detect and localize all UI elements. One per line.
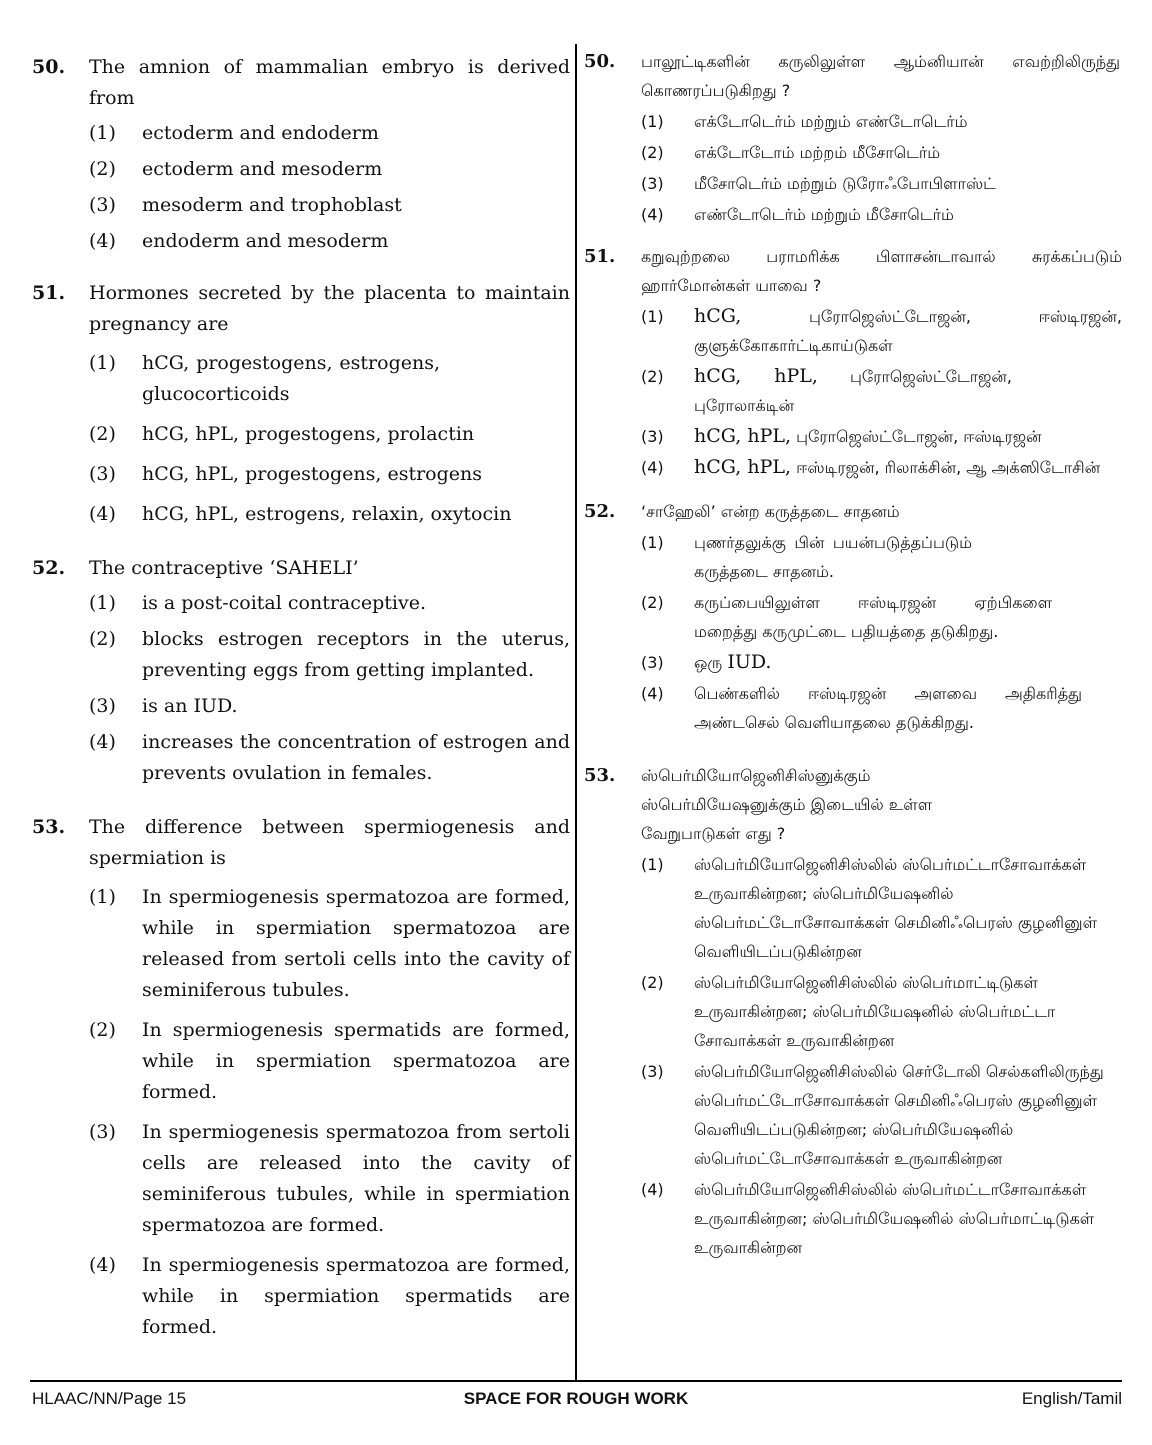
- question-53-en: [32, 812, 570, 1343]
- option-3: (3) mesoderm and trophoblast: [89, 194, 402, 216]
- option-3: (3) hCG, hPL, progestogens, estrogens: [89, 463, 483, 485]
- option-1: (1) ஸ்பெர்மியோஜெனிசிஸ்லில் ஸ்பெர்மட்டாசோவாக்கள் உருவாகின்றன; ஸ்பெர்மியேஷனில் ஸ்பெர்மட்டோசோவாக்கள் செமினிஃபெரஸ் குழனினுள் வெளியிடப்படுகின்றன: [641, 855, 1097, 961]
- question-number: 53.: [584, 765, 616, 786]
- option-3: (3) மீசோடெர்ம் மற்றும் டுரோஃபோபிளாஸ்ட்: [641, 174, 996, 193]
- option-1: (1) hCG, புரோஜெஸ்ட்டோஜன், ஈஸ்டிரஜன், குளுக்கோகார்ட்டிகாய்டுகள்: [641, 305, 1122, 355]
- option-1: (1) ectoderm and endoderm: [89, 122, 379, 144]
- question-text: Hormones secreted by the placenta to maintain pregnancy are: [89, 282, 570, 335]
- page-code: HLAAC/NN/Page 15: [32, 1389, 187, 1408]
- question-text: The amnion of mammalian embryo is derived from: [89, 56, 570, 109]
- tamil-column: [584, 44, 1122, 1262]
- question-number: 51.: [584, 246, 616, 267]
- option-2: (2) எக்டோடோம் மற்றம் மீசோடெர்ம்: [641, 143, 941, 162]
- option-2: (2) ectoderm and mesoderm: [89, 158, 383, 180]
- question-51-ta: [584, 242, 1122, 482]
- option-1: (1) hCG, progestogens, estrogens, glucocorticoids: [89, 352, 440, 405]
- option-3: (3) ஸ்பெர்மியோஜெனிசிஸ்லில் செர்டோலி செல்களிலிருந்து ஸ்பெர்மட்டோசோவாக்கள் செமினிஃபெரஸ் குழனினுள் வெளியிடப்படுகின்றன; ஸ்பெர்மியேஷனில் ஸ்பெர்மட்டோசோவாக்கள் உருவாகின்றன: [641, 1062, 1104, 1168]
- question-52-ta: [584, 497, 1122, 737]
- question-number: 52.: [584, 501, 616, 522]
- question-text: பாலூட்டிகளின் கருலிலுள்ள ஆம்னியான் எவற்றிலிருந்து கொணரப்படுகிறது ?: [641, 52, 1120, 100]
- question-53-ta: [584, 761, 1122, 1262]
- option-4: (4) எண்டோடெர்ம் மற்றும் மீசோடெர்ம்: [641, 205, 954, 224]
- option-1: (1) எக்டோடெர்ம் மற்றும் எண்டோடெர்ம்: [641, 112, 968, 131]
- question-51-en: [32, 278, 570, 530]
- question-50-en: [32, 52, 570, 257]
- option-3: (3) is an IUD.: [89, 695, 238, 717]
- question-52-en: [32, 553, 570, 789]
- question-number: 51.: [32, 282, 66, 304]
- question-text: The contraceptive ‘SAHELI’: [89, 557, 359, 579]
- option-2: (2) blocks estrogen receptors in the uterus, preventing eggs from getting implanted.: [89, 628, 570, 681]
- option-4: (4) In spermiogenesis spermatozoa are formed, while in spermiation spermatids are formed.: [89, 1254, 570, 1338]
- column-divider: [575, 44, 577, 1380]
- option-3: (3) hCG, hPL, புரோஜெஸ்ட்டோஜன், ஈஸ்டிரஜன்: [641, 425, 1042, 447]
- option-4: (4) பெண்களில் ஈஸ்டிரஜன் அளவை அதிகரித்து அண்டசெல் வெளியாதலை தடுக்கிறது.: [641, 684, 1082, 732]
- option-4: (4) increases the concentration of estrogen and prevents ovulation in females.: [89, 731, 570, 784]
- english-column: [32, 44, 570, 1343]
- footer-rule: [30, 1380, 1122, 1382]
- language-label: English/Tamil: [1021, 1389, 1122, 1408]
- option-4: (4) hCG, hPL, ஈஸ்டிரஜன், ரிலாக்சின், ஆ அக்ஸிடோசின்: [641, 456, 1101, 478]
- option-4: (4) ஸ்பெர்மியோஜெனிசிஸ்லில் ஸ்பெர்மட்டாசோவாக்கள் உருவாகின்றன; ஸ்பெர்மியேஷனில் ஸ்பெர்மாட்டிடுகள் உருவாகின்றன: [641, 1180, 1095, 1257]
- question-number: 53.: [32, 816, 66, 838]
- question-text: ஸ்பெர்மியோஜெனிசிஸ்னுக்கும் ஸ்பெர்மியேஷனுக்கும் இடையில் உள்ள வேறுபாடுகள் எது ?: [641, 766, 933, 843]
- option-1: (1) In spermiogenesis spermatozoa are formed, while in spermiation spermatozoa are released from sertoli cells into the cavity of seminiferous tubules.: [89, 886, 570, 1001]
- question-number: 52.: [32, 557, 66, 579]
- question-text: கறுவுற்றலை பராமரிக்க பிளாசன்டாவால் சுரக்கப்படும் ஹார்மோன்கள் யாவை ?: [641, 247, 1122, 295]
- option-2: (2) hCG, hPL, progestogens, prolactin: [89, 423, 475, 445]
- option-1: (1) is a post-coital contraceptive.: [89, 592, 427, 614]
- option-3: (3) In spermiogenesis spermatozoa from sertoli cells are released into the cavity of seminiferous tubules, while in spermiation spermatozoa are formed.: [89, 1121, 570, 1236]
- option-2: (2) கருப்பையிலுள்ள ஈஸ்டிரஜன் ஏற்பிகளை மறைத்து கருமுட்டை பதியத்தை தடுகிறது.: [641, 593, 1052, 641]
- question-text: The difference between spermiogenesis and spermiation is: [89, 816, 570, 869]
- rough-work-label: SPACE FOR ROUGH WORK: [463, 1389, 689, 1408]
- question-number: 50.: [32, 56, 66, 78]
- question-number: 50.: [584, 51, 616, 72]
- option-1: (1) புணர்தலுக்கு பின் பயன்படுத்தப்படும் கருத்தடை சாதனம்.: [641, 533, 972, 581]
- question-text: ‘சாஹேலி’ என்ற கருத்தடை சாதனம்: [641, 502, 900, 521]
- option-3: (3) ஒரு IUD.: [641, 651, 772, 673]
- option-4: (4) hCG, hPL, estrogens, relaxin, oxytocin: [89, 503, 512, 525]
- option-2: (2) hCG, hPL, புரோஜெஸ்ட்டோஜன், புரோலாக்டின்: [641, 365, 1012, 415]
- page-footer: [30, 1389, 1122, 1417]
- question-50-ta: [584, 47, 1122, 229]
- option-2: (2) In spermiogenesis spermatids are formed, while in spermiation spermatozoa are formed.: [89, 1019, 570, 1103]
- option-2: (2) ஸ்பெர்மியோஜெனிசிஸ்லில் ஸ்பெர்மாட்டிடுகள் உருவாகின்றன; ஸ்பெர்மியேஷனில் ஸ்பெர்மட்டா சோவாக்கள் உருவாகின்றன: [641, 973, 1056, 1050]
- option-4: (4) endoderm and mesoderm: [89, 230, 389, 252]
